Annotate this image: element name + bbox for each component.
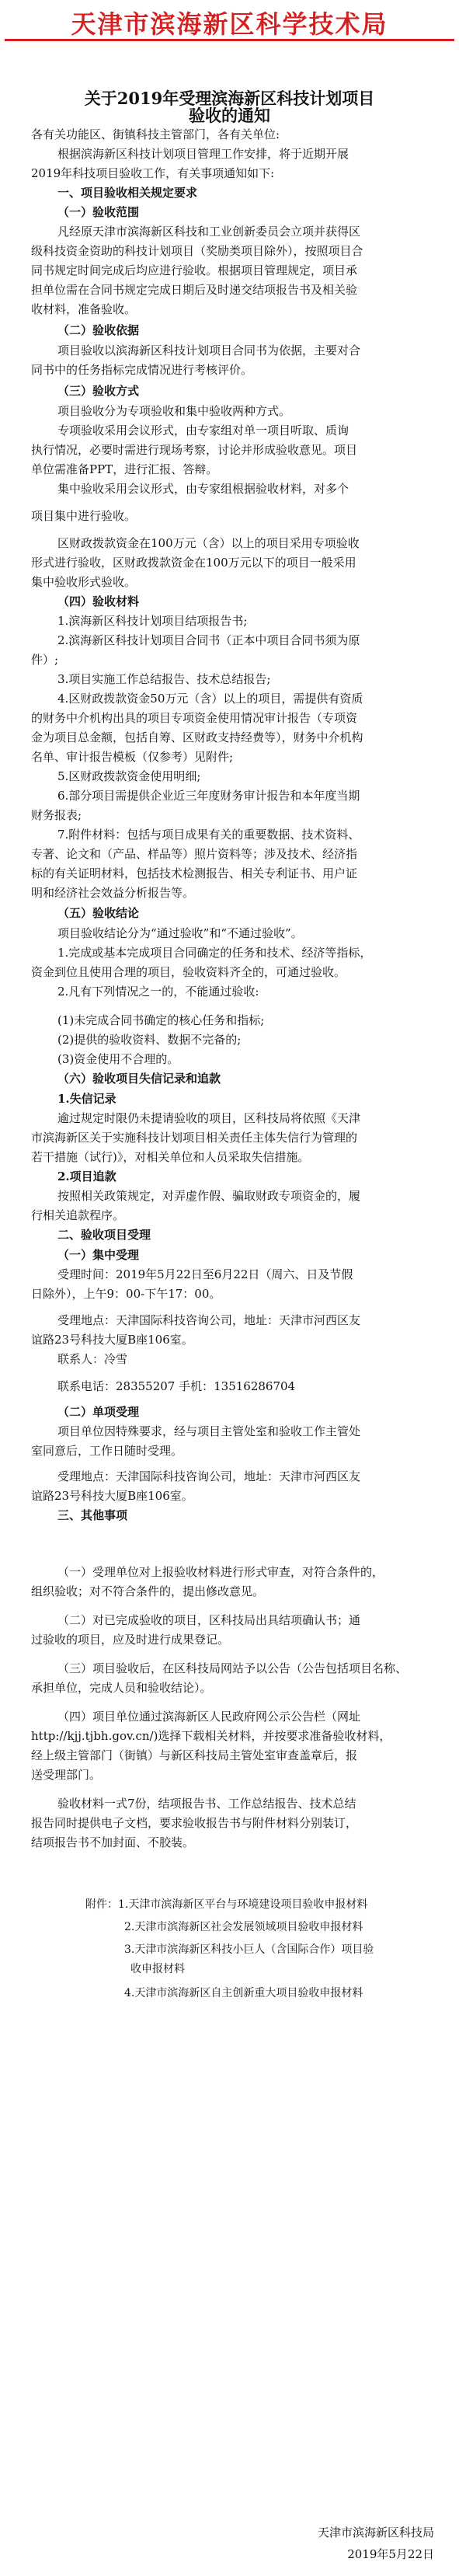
body-line: 结项报告书不加封面、不胶装。: [31, 1835, 195, 1849]
body-line: 3.天津市滨海新区科技小巨人（含国际合作）项目验: [124, 1943, 374, 1956]
body-line: 验收材料一式7份，结项报告书、工作总结报告、技术总结: [57, 1797, 356, 1811]
body-line: 受理地点：天津国际科技咨询公司，地址：天津市河西区友: [57, 1313, 361, 1327]
body-line: (3)资金使用不合理的。: [57, 1052, 179, 1066]
letterhead-red-rule: [5, 39, 454, 41]
body-line: 明和经济社会效益分析报告等。: [31, 886, 195, 900]
body-line: 谊路23号科技大厦B座106室。: [31, 1333, 193, 1347]
section-heading: 三、其他事项: [57, 1508, 128, 1522]
letterhead: [0, 0, 459, 54]
body-line: （一）受理单位对上报验收材料进行形式审查，对符合条件的，: [57, 1565, 384, 1579]
body-line: 担单位需在合同书规定完成日期后及时递交结项报告书及相关验: [31, 283, 358, 297]
body-line: 2.凡有下列情况之一的，不能通过验收:: [57, 985, 259, 999]
body-line: 各有关功能区、街镇科技主管部门，各有关单位:: [31, 127, 280, 141]
body-line: 专著、论文和（产品、样品等）照片资料等；涉及技术、经济指: [31, 847, 358, 861]
body-line: 同书规定时间完成后均应进行验收。根据项目管理规定，项目承: [31, 263, 358, 277]
agency-name: 天津市滨海新区科学技术局: [71, 9, 388, 39]
section-heading: （五）验收结论: [57, 906, 140, 920]
body-line: 根据滨海新区科技计划项目管理工作安排，将于近期开展: [57, 147, 349, 161]
body-line: 5.区财政拨款资金使用明细;: [57, 769, 201, 783]
body-line: 逾过规定时限仍未提请验收的项目，区科技局将依照《天津: [57, 1111, 361, 1125]
body-line: 1.滨海新区科技计划项目结项报告书;: [57, 614, 248, 628]
body-line: 日除外），上午9：00-下午17：00。: [31, 1287, 221, 1301]
section-heading: （三）验收方式: [57, 384, 140, 398]
section-heading: 二、验收项目受理: [57, 1228, 151, 1242]
body-line: 4.天津市滨海新区自主创新重大项目验收申报材料: [124, 1987, 363, 1999]
notice-title-line-1: 关于2019年受理滨海新区科技计划项目: [84, 89, 375, 108]
section-heading: （四）验收材料: [57, 594, 140, 608]
body-line: 联系电话：28355207 手机：13516286704: [57, 1379, 296, 1393]
body-line: 市滨海新区关于实施科技计划项目相关责任主体失信行为管理的: [31, 1131, 358, 1145]
body-line: 凡经原天津市滨海新区科技和工业创新委员会立项并获得区: [57, 225, 361, 239]
body-line: 行相关追款程序。: [31, 1208, 125, 1222]
body-line: 谊路23号科技大厦B座106室。: [31, 1489, 193, 1503]
body-line: 收申报材料: [130, 1963, 185, 1975]
section-heading: （六）验收项目失信记录和追款: [57, 1072, 221, 1086]
body-line: 专项验收采用会议形式，由专家组对单一项目听取、质询: [57, 424, 349, 437]
section-heading: 2.项目追款: [57, 1169, 116, 1183]
body-line: 集中验收形式验收。: [31, 575, 137, 589]
body-line: 形式进行验收，区财政拨款资金在100万元以下的项目一般采用: [31, 556, 356, 570]
body-line: 送受理部门。: [31, 1768, 102, 1782]
body-line: http://kjj.tjbh.gov.cn/)选择下载相关材料，并按要求准备验收材料，: [31, 1729, 391, 1743]
body-line: （三）项目验收后，在区科技局网站予以公告（公告包括项目名称、: [57, 1661, 408, 1675]
body-line: 受理地点：天津国际科技咨询公司，地址：天津市河西区友: [57, 1469, 361, 1483]
body-line: 资金到位且使用合理的项目，验收资料齐全的，可通过验收。: [31, 965, 346, 979]
body-line: 金为项目总金额，包括自筹、区财政支持经费等），财务中介机构: [31, 730, 363, 744]
body-line: 受理时间：2019年5月22日至6月22日（周六、日及节假: [57, 1267, 353, 1281]
section-heading: （一）集中受理: [57, 1248, 140, 1262]
body-line: 的财务中介机构出具的项目专项资金使用情况审计报告（专项资: [31, 711, 358, 725]
section-heading: （一）验收范围: [57, 205, 140, 219]
body-line: 按照相关政策规定，对弄虚作假、骗取财政专项资金的，履: [57, 1189, 361, 1203]
body-line: 标的有关证明材料，包括技术检测报告、相关专利证书、用户证: [31, 866, 358, 880]
body-line: 4.区财政拨款资金50万元（含）以上的项目，需提供有资质: [57, 692, 363, 706]
body-line: 级科技资金资助的科技计划项目（奖励类项目除外），按照项目合: [31, 244, 363, 258]
body-line: 财务报表;: [31, 808, 82, 822]
body-line: （二）对已完成验收的项目，区科技局出具结项确认书；通: [57, 1613, 361, 1627]
body-line: 件）;: [31, 653, 59, 667]
signatory: 天津市滨海新区科技局: [317, 2525, 434, 2539]
issue-date: 2019年5月22日: [347, 2547, 434, 2561]
body-line: 承担单位，完成人员和验收结论）。: [31, 1681, 212, 1695]
body-line: (2)提供的验收资料、数据不完备的;: [57, 1033, 242, 1047]
body-line: 若干措施（试行)》，对相关单位和人员采取失信措施。: [31, 1150, 310, 1164]
body-line: 项目验收结论分为“通过验收”和“不通过验收”。: [57, 926, 303, 940]
body-line: 6.部分项目需提供企业近三年度财务审计报告和本年度当期: [57, 789, 360, 803]
body-line: 室同意后，工作日随时受理。: [31, 1444, 183, 1458]
section-heading: （二）单项受理: [57, 1405, 140, 1419]
body-line: 1.完成或基本完成项目合同确定的任务和技术、经济等指标，: [57, 946, 372, 960]
body-line: 单位需准备PPT，进行汇报、答辩。: [31, 462, 218, 476]
body-line: 2.天津市滨海新区社会发展领域项目验收申报材料: [124, 1921, 363, 1933]
body-line: 经上级主管部门（街镇）与新区科技局主管处室审查盖章后，报: [31, 1748, 358, 1762]
body-line: 执行情况，必要时需进行现场考察，讨论并形成验收意见。项目: [31, 443, 358, 457]
body-line: (1)未完成合同书确定的核心任务和指标;: [57, 1013, 265, 1027]
body-line: 附件：1.天津市滨海新区平台与环境建设项目验收申报材料: [85, 1898, 368, 1911]
body-line: 项目验收分为专项验收和集中验收两种方式。: [57, 404, 291, 418]
section-heading: （二）验收依据: [57, 323, 140, 337]
body-line: 组织验收；对不符合条件的，提出修改意见。: [31, 1584, 265, 1598]
body-line: （四）项目单位通过滨海新区人民政府网公示公告栏（网址: [57, 1710, 361, 1724]
body-line: 名单、审计报告模板（仅参考）见附件;: [31, 750, 234, 764]
body-line: 2.滨海新区科技计划项目合同书（正本中项目合同书须为原: [57, 633, 360, 647]
body-line: 项目单位因特殊要求，经与项目主管处室和验收工作主管处: [57, 1424, 361, 1438]
section-heading: 1.失信记录: [57, 1092, 116, 1106]
body-line: 收材料，准备验收。: [31, 302, 137, 316]
body-line: 过验收的项目，应及时进行成果登记。: [31, 1633, 230, 1647]
notice-title-line-2: 验收的通知: [189, 106, 270, 125]
body-line: 项目集中进行验收。: [31, 509, 137, 523]
body-line: 同书中的任务指标完成情况进行考核评价。: [31, 363, 253, 377]
body-line: 集中验收采用会议形式，由专家组根据验收材料，对多个: [57, 482, 349, 496]
body-line: 区财政拨款资金在100万元（含）以上的项目采用专项验收: [57, 536, 360, 550]
body-line: 3.项目实施工作总结报告、技术总结报告;: [57, 672, 271, 686]
body-line: 7.附件材料：包括与项目成果有关的重要数据、技术资料、: [57, 828, 360, 842]
body-line: 2019年科技项目验收工作，有关事项通知如下:: [31, 166, 275, 180]
body-line: 报告同时提供电子文档，要求验收报告书与附件材料分别装订，: [31, 1816, 358, 1830]
body-line: 联系人：冷雪: [57, 1352, 128, 1366]
section-heading: 一、项目验收相关规定要求: [57, 186, 198, 200]
body-line: 项目验收以滨海新区科技计划项目合同书为依据，主要对合: [57, 343, 361, 357]
